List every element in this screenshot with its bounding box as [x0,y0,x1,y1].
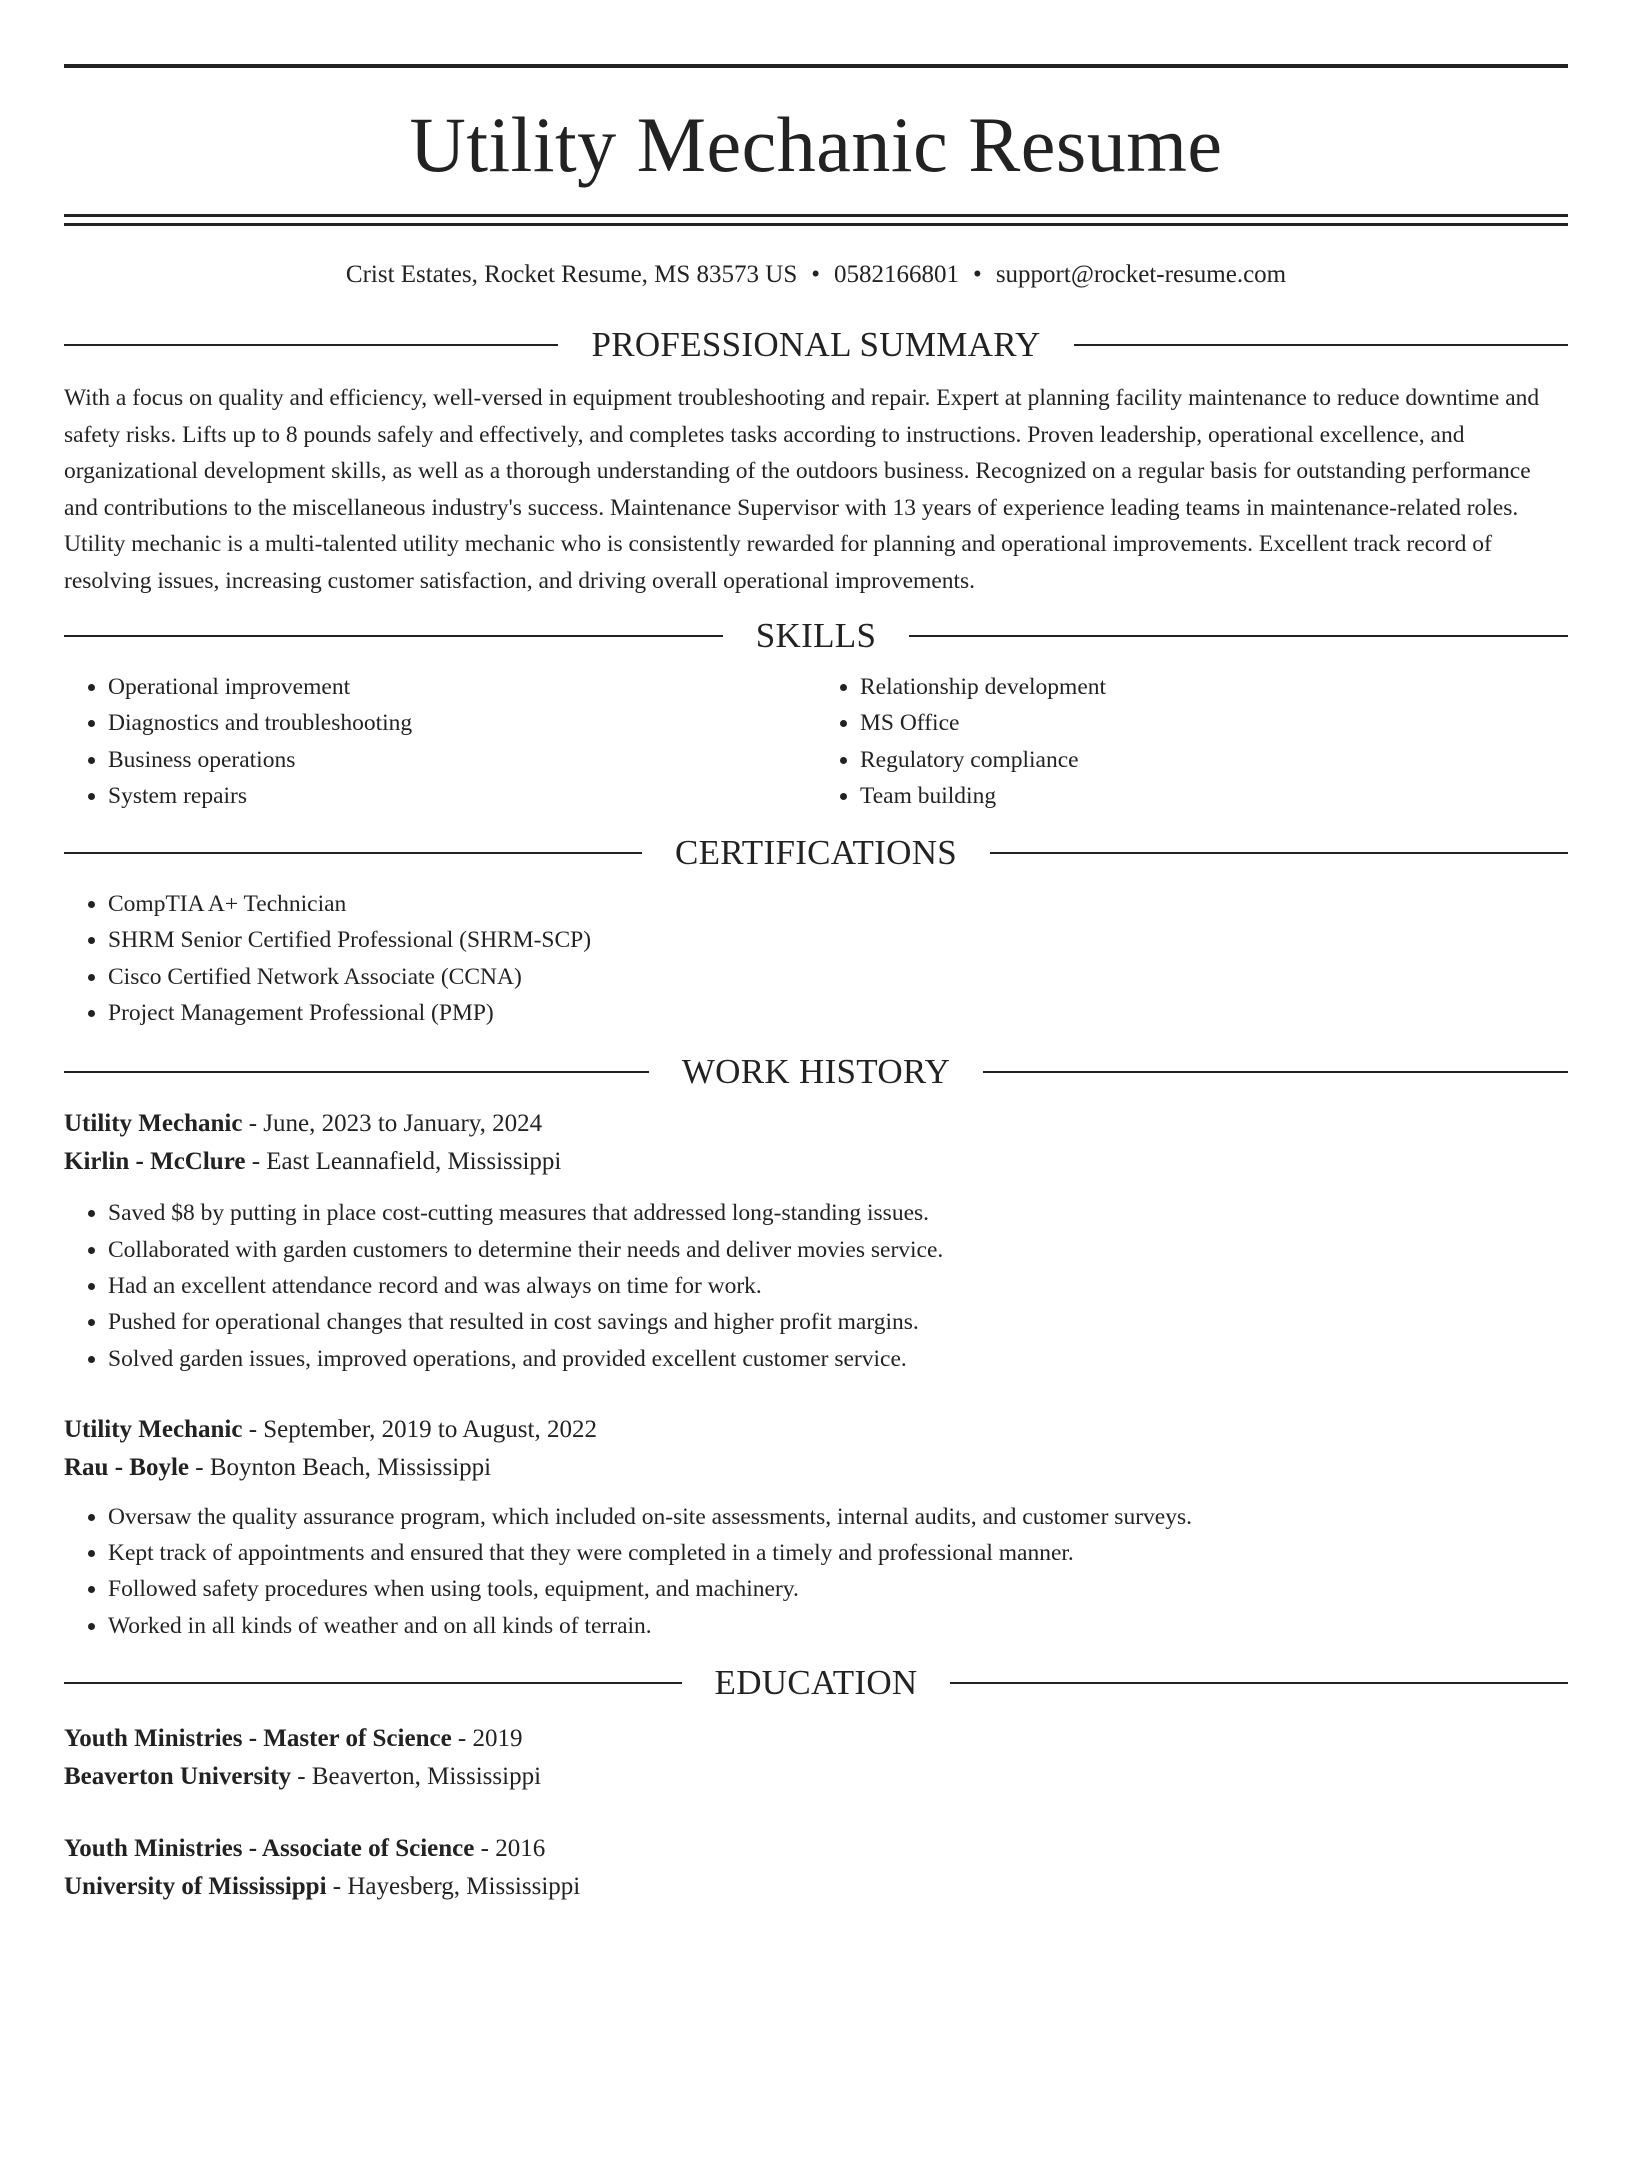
contact-email: support@rocket-resume.com [995,261,1287,288]
education-degree-line [64,1830,1568,1868]
job-entry [64,1411,1568,1644]
section-header-skills [64,615,1568,657]
section-rule [64,1071,649,1073]
list-item: • Business operations [108,742,816,778]
contact-line [64,260,1568,290]
education-school: Beaverton University [64,1763,292,1791]
job-title: Utility Mechanic [64,1415,243,1443]
list-item: • Had an excellent attendance record and was always on time for work. [108,1268,1568,1304]
section-rule [64,852,642,854]
skills-column-right [816,669,1568,814]
section-rule [950,1682,1568,1684]
list-item: • Regulatory compliance [860,742,1568,778]
job-company-line [64,1143,1568,1181]
section-rule [64,635,723,637]
list-item: • SHRM Senior Certified Professional (SHRM-SCP) [108,922,1568,958]
section-header-summary [64,324,1568,366]
job-bullets [64,1499,1568,1644]
education-location: - Beaverton, Mississippi [291,1763,542,1791]
skills-grid [64,669,1568,814]
list-item: • Collaborated with garden customers to determine their needs and deliver movies service. [108,1232,1568,1268]
section-title-work-history: WORK HISTORY [681,1052,951,1092]
section-title-certifications: CERTIFICATIONS [674,833,958,873]
section-title-summary: PROFESSIONAL SUMMARY [591,325,1041,364]
certifications-list [64,886,1568,1031]
list-item: • Kept track of appointments and ensured that they were completed in a timely and professional manner. [108,1535,1568,1571]
job-company: Kirlin - McClure [64,1148,246,1176]
job-title-line [64,1105,1568,1143]
list-item: • Team building [860,778,1568,814]
list-item: • Operational improvement [108,669,816,705]
education-school-line [64,1758,1568,1796]
section-rule [983,1071,1568,1073]
contact-separator: • [973,261,982,288]
list-item: • Relationship development [860,669,1568,705]
section-rule [1074,344,1568,346]
list-item: • Cisco Certified Network Associate (CCNA) [108,959,1568,995]
education-degree-line [64,1720,1568,1758]
section-rule [990,852,1568,854]
contact-address: Crist Estates, Rocket Resume, MS 83573 US [345,261,798,288]
education-location: - Hayesberg, Mississippi [326,1873,581,1901]
section-header-certifications [64,832,1568,874]
list-item: • Saved $8 by putting in place cost-cutting measures that addressed long-standing issues. [108,1195,1568,1231]
job-location: - Boynton Beach, Mississippi [189,1453,492,1481]
education-school-line [64,1868,1568,1906]
list-item: • Worked in all kinds of weather and on all kinds of terrain. [108,1608,1568,1644]
section-rule [64,1682,682,1684]
section-title-skills: SKILLS [755,616,877,655]
page-title: Utility Mechanic Resume [409,101,1223,188]
job-bullets [64,1195,1568,1376]
job-company: Rau - Boyle [64,1453,189,1481]
job-entry [64,1105,1568,1376]
summary-text: With a focus on quality and efficiency, well-versed in equipment troubleshooting and repair. Expert at planning facility maintenance to reduce downtime and safety risks. Lifts up to 8 pounds safely and effectively, and completes tasks according to instructions. Proven leadership, operational excellence, and organizational development skills, as well as a thorough understanding of the outdoors business. Recognized on a regular basis for outstanding performance and contributions to the miscellaneous industry's success. Maintenance Supervisor with 13 years of experience leading teams in maintenance-related roles. Utility mechanic is a multi-talented utility mechanic who is consistently rewarded for planning and operational improvements. Excellent track record of resolving issues, increasing customer satisfaction, and driving overall operational improvements. [64,385,1540,594]
list-item: • CompTIA A+ Technician [108,886,1568,922]
job-title-line [64,1411,1568,1449]
education-year: - 2019 [451,1725,523,1753]
top-rule [64,64,1568,68]
title-double-rule [64,214,1568,226]
contact-phone: 0582166801 [834,261,960,288]
education-degree: Youth Ministries - Master of Science [64,1725,452,1753]
section-header-education [64,1662,1568,1704]
section-rule [909,635,1568,637]
job-location: - East Leannafield, Mississippi [245,1148,562,1176]
list-item: • Project Management Professional (PMP) [108,995,1568,1031]
list-item: • Diagnostics and troubleshooting [108,705,816,741]
list-item: • System repairs [108,778,816,814]
section-title-education: EDUCATION [714,1663,918,1703]
education-entry [64,1830,1568,1906]
contact-separator: • [811,261,821,288]
list-item: • Followed safety procedures when using tools, equipment, and machinery. [108,1571,1568,1607]
list-item: • Solved garden issues, improved operations, and provided excellent customer service. [108,1341,1568,1377]
skills-column-left [64,669,816,814]
list-item: • Oversaw the quality assurance program, which included on-site assessments, internal audits, and customer surveys. [108,1499,1568,1535]
section-rule [64,344,558,346]
resume-page [0,64,1632,2176]
job-dates: - September, 2019 to August, 2022 [242,1415,597,1443]
list-item: • Pushed for operational changes that resulted in cost savings and higher profit margins. [108,1304,1568,1340]
education-entry [64,1720,1568,1796]
skills-list-right [816,669,1568,814]
education-school: University of Mississippi [64,1873,327,1901]
skills-list-left [64,669,816,814]
job-title: Utility Mechanic [64,1110,243,1138]
education-year: - 2016 [474,1835,546,1863]
list-item: • MS Office [860,705,1568,741]
education-degree: Youth Ministries - Associate of Science [64,1835,475,1863]
section-header-work-history [64,1051,1568,1093]
job-company-line [64,1449,1568,1487]
job-dates: - June, 2023 to January, 2024 [242,1110,543,1138]
